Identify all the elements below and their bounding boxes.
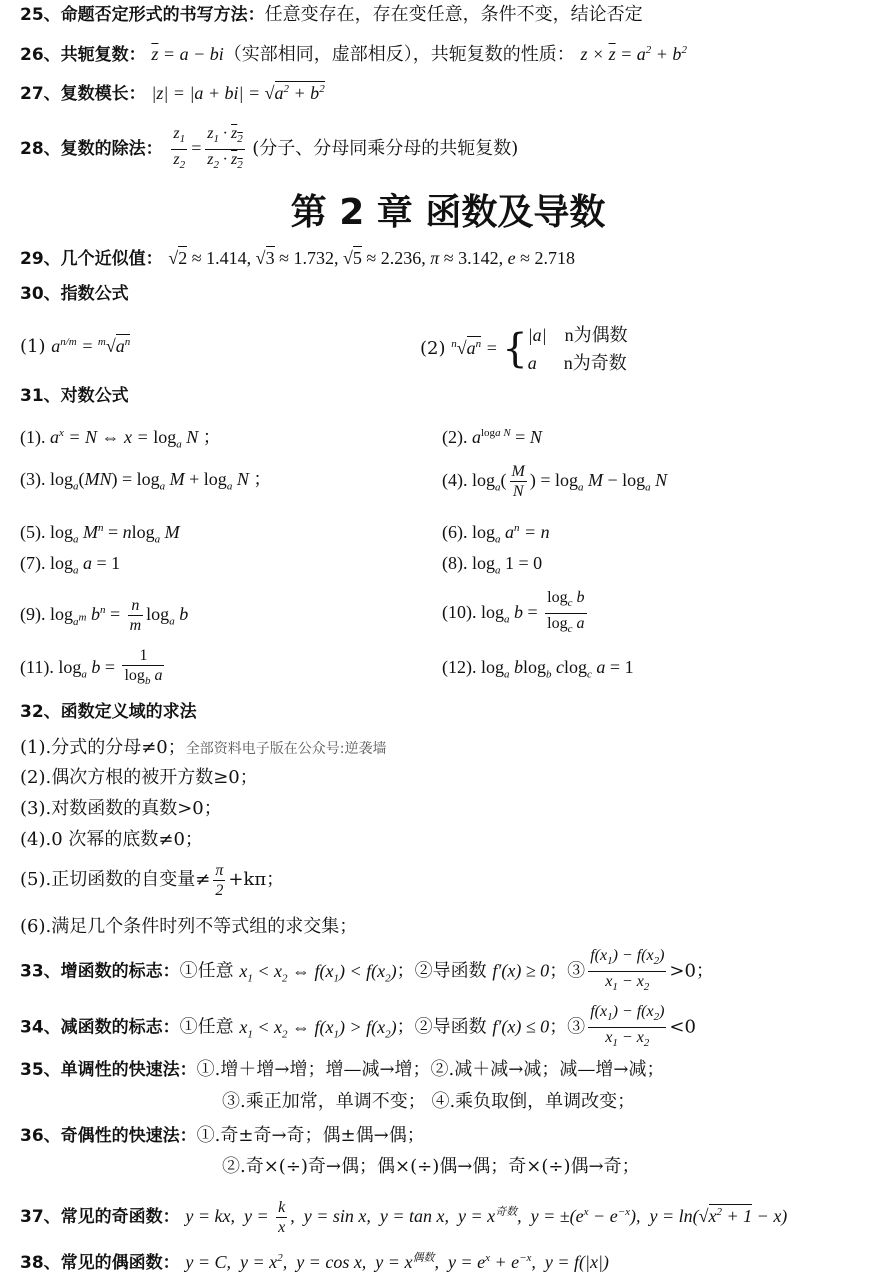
item-36: 36、奇偶性的快速法：①.奇±奇→奇；偶±偶→偶； bbox=[20, 1125, 425, 1146]
domain-rule-2: (2).偶次方根的被开方数≥0； bbox=[20, 767, 258, 788]
log-formula-5: (5). $\log_a M^n = nlog_a$ M bbox=[20, 522, 180, 546]
item-26-head: 26、共轭复数： bbox=[20, 45, 146, 65]
odd-exponent: 奇数 bbox=[495, 1206, 518, 1218]
log-formula-3: (3). $\log_a(MN) = \log_a M + \log_a N$ ； bbox=[20, 469, 272, 493]
domain-rule-4: (4).0 次幂的底数≠0； bbox=[20, 829, 203, 850]
log-formula-1: (1). $a^x = N$ ⇔ $x = \log_a N$ ； bbox=[20, 427, 221, 451]
log-formula-10: (10). $\log_a b$ = $\frac{\log_c b}{\log_c a}$ bbox=[442, 589, 585, 636]
even-condition: n为偶数 bbox=[564, 325, 628, 345]
item-37: 37、常见的奇函数： y = kx, y = $\frac{k}{x}$ , y = sin x, y = tan x, $y = x^{奇数}$, $y = \pm(e^x - e^{-x})$, $y = \ln(√x^2 + 1 - x)$ bbox=[20, 1199, 788, 1237]
item-26-note: （实部相同，虚部相反），共轭复数的性质： bbox=[223, 44, 575, 65]
item-28-head: 28、复数的除法： bbox=[20, 138, 163, 159]
item-32-head: 32、函数定义域的求法 bbox=[20, 702, 197, 722]
item-25 bbox=[20, 3, 643, 27]
log-formula-2: (2). $a^{loga N} = N$ bbox=[442, 427, 542, 447]
item-27 bbox=[20, 77, 325, 106]
item-28 bbox=[20, 124, 518, 175]
item-27-formula: $|z| = |a + bi| = √a^2 + b^2$ bbox=[151, 83, 325, 103]
log-formula-9: (9). $\log_{am} b^n$ = $\frac{n}{m}$ $\log_a b$ bbox=[20, 597, 189, 635]
item-38: 38、常见的偶函数： y = C, $y = x^2$, y = cos x, $y = x^{偶数}$, $y = e^x + e^{-x}$, y = f(|x|) bbox=[20, 1252, 609, 1273]
even-exponent: 偶数 bbox=[412, 1252, 435, 1264]
item-30-formula-2: (2) $^n√a^n$ = { |a| n为偶数 a n为奇数 bbox=[420, 325, 628, 373]
log-formula-12: (12). $\log_a blog_b$ clog$_c$ a = 1 bbox=[442, 657, 634, 681]
domain-rule-5: (5).正切函数的自变量≠ $\frac{\pi}{2}$ +kπ； bbox=[20, 861, 285, 899]
item-26-property: $z \times \overline{z} = a^2 + b^2$ bbox=[580, 44, 687, 64]
item-34: 34、减函数的标志：①任意 $x_1 < x_2$ ⇔ $f(x_1) > f(x_2)$；②导函数 f′(x) ≤ 0；③ $\frac{f(x_1) - f(x_2)}{x_1 - x_2}$ <0 bbox=[20, 1003, 696, 1050]
watermark-text: 全部资料电子版在公众号:逆袭墙 bbox=[185, 741, 387, 757]
item-28-formula: $\frac{z_1}{z_2}$ = $\frac{z_1 \cdot z_2}{z_2 \cdot z_2}$ bbox=[173, 125, 243, 172]
log-formula-4: (4). $\log_a$( $\frac{M}{N}$ ) = $\log_a M - \log_a N$ bbox=[442, 463, 668, 501]
domain-rule-3: (3).对数函数的真数>0； bbox=[20, 798, 222, 819]
item-35: 35、单调性的快速法：①.增＋增→增；增—减→增；②.减＋减→减；减—增→减； bbox=[20, 1059, 665, 1080]
item-29-head: 29、几个近似值： bbox=[20, 249, 163, 269]
log-formula-8: (8). $\log_a 1 = 0$ bbox=[442, 553, 543, 577]
item-35-line-2: ③.乘正加常，单调不变； ④.乘负取倒，单调改变； bbox=[222, 1091, 636, 1112]
item-31-head: 31、对数公式 bbox=[20, 386, 129, 406]
odd-condition: n为奇数 bbox=[563, 353, 627, 373]
chapter-title: 第 2 章 函数及导数 bbox=[290, 192, 606, 233]
item-30-head: 30、指数公式 bbox=[20, 284, 129, 304]
item-29-formula: √2 ≈ 1.414, √3 ≈ 1.732, √5 ≈ 2.236, π ≈ 3.142, e ≈ 2.718 bbox=[168, 248, 576, 268]
item-30-formula-1: (1) $a^{n/m} = ^m√a^n$ bbox=[20, 336, 131, 357]
item-25-head: 25、命题否定形式的书写方法： bbox=[20, 5, 265, 25]
domain-rule-1: (1).分式的分母≠0；全部资料电子版在公众号:逆袭墙 bbox=[20, 737, 387, 758]
log-formula-7: (7). $\log_a a = 1$ bbox=[20, 553, 121, 577]
item-33: 33、增函数的标志：①任意 $x_1 < x_2$ ⇔ $f(x_1) < f(x_2)$；②导函数 f′(x) ≥ 0；③ $\frac{f(x_1) - f(x_2)}{x_1 - x_2}$ >0； bbox=[20, 947, 714, 994]
log-formula-11: (11). $\log_a b$ = $\frac{1}{\log_b a}$ bbox=[20, 647, 163, 688]
item-36-line-2: ②.奇×(÷)奇→偶；偶×(÷)偶→偶；奇×(÷)偶→奇； bbox=[222, 1156, 640, 1177]
item-29 bbox=[20, 246, 575, 271]
item-25-body: 任意变存在，存在变任意，条件不变，结论否定 bbox=[264, 4, 643, 25]
item-27-head: 27、复数模长： bbox=[20, 84, 146, 104]
log-formula-6: (6). $\log_a a^n = n$ bbox=[442, 522, 550, 546]
domain-rule-6: (6).满足几个条件时列不等式组的求交集； bbox=[20, 916, 358, 937]
item-26-formula: $\overline{z} = a$ − bi bbox=[151, 44, 224, 64]
item-26 bbox=[20, 38, 687, 67]
item-28-note: (分子、分母同乘分母的共轭复数) bbox=[252, 137, 519, 159]
